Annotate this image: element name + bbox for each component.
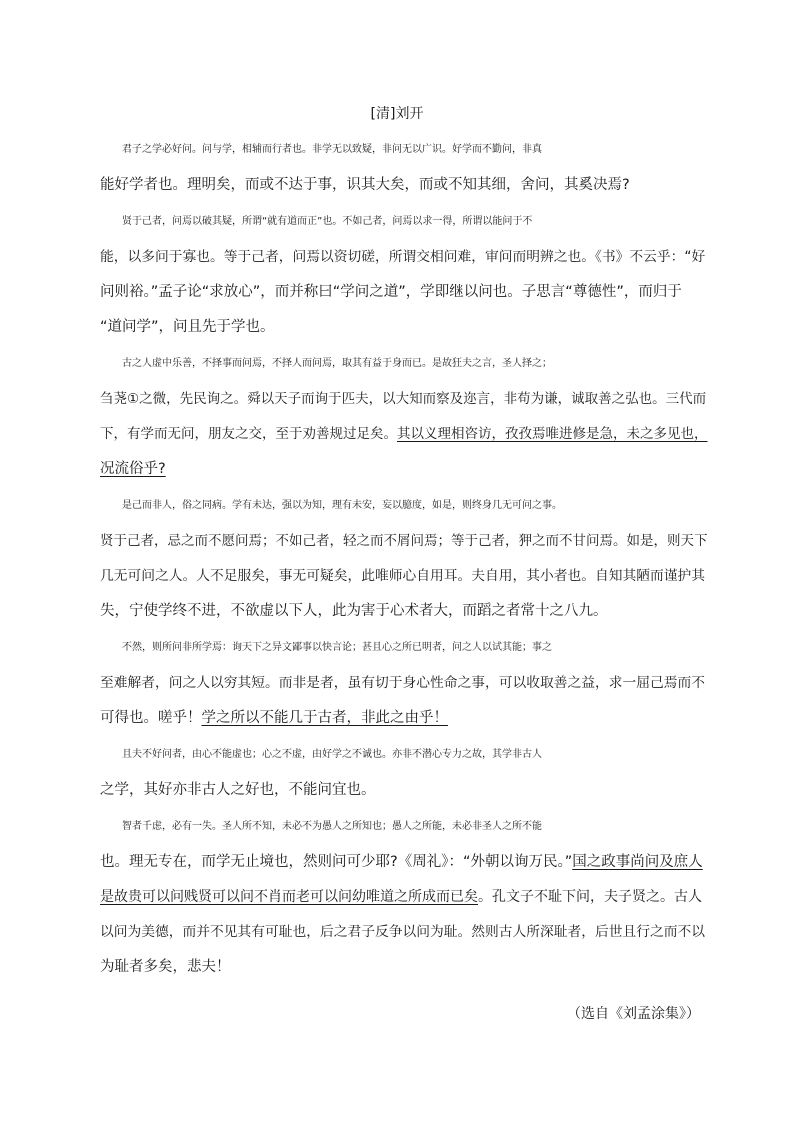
underlined-sentence: 其以义理相咨访，孜孜焉唯进修是急，未之多见也， — [397, 426, 708, 442]
text-line: 几无可问之人。人不足服矣，事无可疑矣，此唯师心自用耳。夫自用，其小者也。自知其陋而谨护其 — [100, 568, 706, 584]
text-line: “道问学”，问且先于学也。 — [100, 319, 275, 335]
text-segment: 可得也。嗟乎！ — [100, 710, 202, 726]
text-line: 为耻者多矣，悲夫！ — [100, 959, 231, 975]
text-line: 至难解者，问之人以穷其短。而非是者，虽有切于身心性命之事，可以收取善之益，求一屈己焉而不 — [100, 675, 706, 691]
text-line — [100, 424, 710, 444]
source-citation: （选自《刘孟涂集》） — [567, 1006, 700, 1022]
author-line: [清]刘开 — [370, 106, 424, 122]
text-line: 能好学者也。理明矣，而或不达于事，识其大矣，而或不知其细，舍问，其奚决焉? — [100, 177, 630, 193]
text-segment: 。孔文子不耻下问，夫子贤之。古人 — [478, 889, 702, 905]
text-line: 失，宁使学终不进，不欲虚以下人，此为害于心术者大，而蹈之者常十之八九。 — [100, 603, 608, 619]
text-segment: 也。理无专在，而学无止境也，然则问可少耶?《周礼》：“外朝以询万民。” — [100, 854, 573, 870]
text-line: 以问为美德，而并不见其有可耻也，后之君子反争以问为耻。然则古人所深耻者，后世且行之而不以 — [100, 924, 706, 940]
underlined-sentence: 是故贵可以问贱贤可以问不肖而老可以问幼唯道之所成而已矣 — [100, 889, 478, 905]
underlined-sentence: 况流俗乎? — [100, 461, 166, 477]
text-segment: 下，有学而无问，朋友之交，至于劝善规过足矣。 — [100, 426, 397, 442]
text-line: 能，以多问于寡也。等于己者，问焉以资切磋，所谓交相问难，审问而明辨之也。《书》不云乎：“好 — [100, 249, 706, 265]
text-line: 刍荛①之微，先民询之。舜以天子而询于匹夫，以大知而察及迩言，非苟为谦，诚取善之弘也。三代而 — [100, 391, 707, 407]
text-line: 且夫不好问者，由心不能虚也；心之不虚，由好学之不诚也。亦非不潜心专力之故，其学非古人 — [122, 749, 542, 760]
text-line: 贤于己者，问焉以破其疑，所谓“就有道而正”也。不如己者，问焉以求一得，所谓以能问于不 — [122, 216, 533, 227]
text-line — [100, 887, 710, 907]
underlined-sentence: 国之政事尚问及庶人 — [572, 854, 703, 870]
text-line — [100, 708, 710, 728]
text-line: 不然，则所问非所学焉：询天下之异文鄙事以快言论；甚且心之所已明者，问之人以试其能；事之 — [122, 642, 552, 653]
text-line: 君子之学必好问。问与学，相辅而行者也。非学无以致疑，非问无以广识。好学而不勤问，非真 — [122, 144, 542, 155]
text-line: 智者千虑，必有一失。圣人所不知，未必不为愚人之所知也；愚人之所能，未必非圣人之所不能 — [122, 821, 542, 832]
underlined-sentence: 学之所以不能几于古者，非此之由乎！ — [201, 710, 448, 726]
text-line: 古之人虚中乐善，不择事而问焉，不择人而问焉，取其有益于身而已。是故狂夫之言，圣人择之； — [122, 358, 552, 369]
text-line — [100, 459, 710, 479]
text-line: 之学，其好亦非古人之好也，不能问宜也。 — [100, 782, 376, 798]
text-line: 是己而非人，俗之同病。学有未达，强以为知，理有未安，妄以臆度，如是，则终身几无可问之事。 — [122, 500, 562, 511]
text-line: 贤于己者，忌之而不愿问焉；不如己者，轻之而不屑问焉；等于己者，狎之而不甘问焉。如是，则天下 — [100, 533, 708, 549]
text-line — [100, 852, 710, 872]
text-line: 问则裕。”孟子论“求放心”，而并称曰“学问之道”，学即继以问也。子思言“尊德性”，而归于 — [100, 284, 682, 300]
